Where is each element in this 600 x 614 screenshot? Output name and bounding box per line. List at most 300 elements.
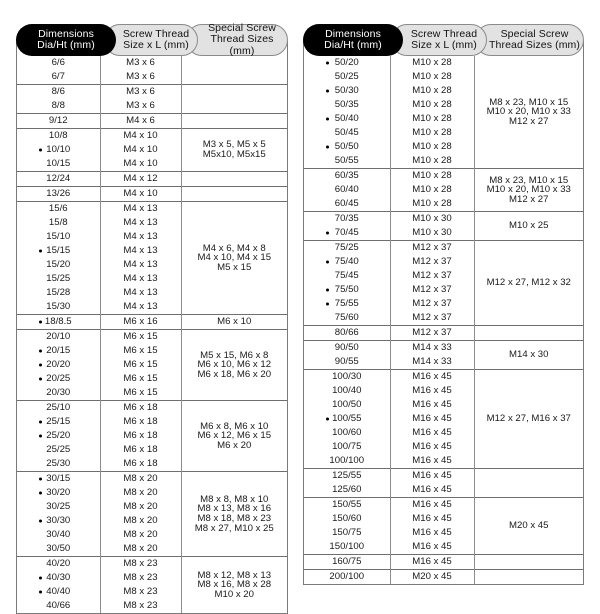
cell-screw-thread: M10 x 28 [390,154,474,169]
cell-screw-thread: M6 x 15 [100,330,181,345]
dimension-value: 25/20 [46,430,71,442]
cell-dimensions [304,469,390,484]
cell-screw-thread: M6 x 18 [100,415,181,429]
cell-screw-thread: M14 x 33 [390,341,474,356]
cell-special-screw-sizes [181,172,287,187]
cell-screw-thread: M3 x 6 [100,99,181,114]
cell-screw-thread: M4 x 13 [100,244,181,258]
special-size-line: M10 x 20 [214,588,254,600]
dimension-value: 25/15 [46,416,71,428]
bullet-marker-icon [326,418,329,421]
dimension-value: 13/26 [46,188,71,200]
cell-screw-thread: M16 x 45 [390,426,474,440]
cell-screw-thread: M20 x 45 [390,570,474,585]
dimension-value: 50/55 [334,155,359,167]
special-size-line: M12 x 27 [509,193,549,205]
cell-screw-thread: M10 x 30 [390,212,474,227]
cell-screw-thread: M8 x 20 [100,542,181,557]
special-size-line: M8 x 18, M8 x 23 [197,513,272,524]
cell-dimensions [17,172,100,187]
cell-dimensions [17,429,100,443]
dimension-value: 100/30 [332,371,362,383]
cell-screw-thread: M12 x 37 [390,269,474,283]
cell-screw-thread: M4 x 10 [100,129,181,144]
cell-dimensions [304,498,390,513]
dimension-value: 40/40 [46,586,71,598]
special-size-line: M8 x 23, M10 x 15 [489,96,569,108]
dimension-value: 40/66 [46,600,71,612]
cell-screw-thread: M8 x 23 [100,599,181,613]
special-size-line: M8 x 12, M8 x 13 [197,569,272,581]
table-row [304,241,583,256]
cell-screw-thread: M4 x 6 [100,114,181,129]
cell-screw-thread: M4 x 13 [100,258,181,272]
cell-dimensions [304,169,390,184]
cell-dimensions [304,226,390,241]
dimension-value: 25/25 [46,444,71,456]
cell-screw-thread: M16 x 45 [390,483,474,498]
cell-special-screw-sizes [181,557,287,614]
special-size-line: M14 x 30 [509,349,549,361]
dimension-value: 15/25 [46,273,71,285]
dimension-value: 50/45 [334,127,359,139]
table-row [304,469,583,484]
dimension-value: 25/30 [46,458,71,470]
cell-screw-thread: M10 x 28 [390,84,474,98]
bullet-marker-icon [39,378,42,381]
table-row [17,330,287,345]
special-size-line: M8 x 16, M8 x 28 [197,579,272,591]
cell-dimensions [17,514,100,528]
cell-screw-thread: M6 x 18 [100,429,181,443]
dimension-value: 60/40 [334,184,359,196]
table-body-left [16,41,288,614]
cell-dimensions [17,528,100,542]
dimension-value: 100/100 [329,455,365,467]
dimension-value: 30/40 [46,529,71,541]
header-line-1: Special Screw [500,27,569,40]
cell-dimensions [17,358,100,372]
dimension-value: 100/55 [332,413,362,425]
cell-special-screw-sizes [181,202,287,315]
special-size-line: M6 x 10, M6 x 12 [197,359,272,371]
header-line-2: Thread Sizes (mm) [210,33,274,57]
cell-dimensions [304,241,390,256]
column-header-screw-thread [391,24,487,56]
cell-screw-thread: M4 x 12 [100,172,181,187]
table-row [17,114,287,129]
dimension-value: 40/20 [46,558,71,570]
dimension-value: 50/20 [334,57,359,69]
special-size-line: M3 x 5, M5 x 5 [202,139,266,151]
cell-dimensions [304,269,390,283]
column-header-special-screw [475,24,584,56]
dimension-value: 18/8.5 [44,316,72,328]
table-row [17,187,287,202]
cell-special-screw-sizes [474,212,583,241]
cell-dimensions [17,157,100,172]
cell-special-screw-sizes [181,129,287,172]
header-line-1: Screw Thread [122,27,190,40]
dimension-value: 160/75 [332,556,362,568]
special-size-line: M8 x 23, M10 x 15 [489,174,569,186]
dimension-value: 15/10 [46,231,71,243]
cell-screw-thread: M6 x 18 [100,457,181,472]
cell-dimensions [304,112,390,126]
table-row [17,401,287,416]
table-row [17,172,287,187]
cell-dimensions [304,426,390,440]
table-row [17,202,287,217]
header-line-2: Dia/Ht (mm) [324,39,382,51]
dimension-value: 75/45 [334,270,359,282]
bullet-marker-icon [326,62,329,65]
spec-grid-right [304,56,583,584]
cell-screw-thread: M16 x 45 [390,555,474,570]
dimension-value: 75/40 [334,256,359,268]
bullet-marker-icon [326,232,329,235]
column-header-special-screw [186,21,288,57]
dimension-value: 12/24 [46,173,71,185]
cell-dimensions [304,70,390,84]
cell-dimensions [304,197,390,212]
cell-special-screw-sizes [474,570,583,585]
cell-special-screw-sizes [474,169,583,212]
dimension-value: 30/20 [46,487,71,499]
dimension-value: 8/6 [51,86,65,98]
dimension-value: 70/35 [334,213,359,225]
cell-dimensions [304,326,390,341]
special-size-line: M8 x 27, M10 x 25 [194,522,274,534]
dimension-value: 15/28 [46,287,71,299]
dimension-value: 15/30 [46,301,71,313]
table-header-right [303,24,584,56]
cell-dimensions [17,114,100,129]
cell-screw-thread: M8 x 23 [100,571,181,585]
cell-dimensions [304,140,390,154]
cell-screw-thread: M4 x 13 [100,272,181,286]
cell-screw-thread: M4 x 13 [100,202,181,217]
cell-dimensions [17,330,100,345]
cell-special-screw-sizes [474,56,583,169]
cell-dimensions [304,384,390,398]
cell-dimensions [17,599,100,613]
cell-dimensions [17,187,100,202]
cell-dimensions [17,216,100,230]
dimension-value: 15/15 [46,245,71,257]
dimension-value: 30/30 [46,515,71,527]
cell-special-screw-sizes [474,370,583,469]
cell-dimensions [17,202,100,217]
cell-screw-thread: M16 x 45 [390,370,474,385]
cell-special-screw-sizes [181,315,287,330]
dimension-value: 10/10 [46,144,71,156]
cell-dimensions [17,500,100,514]
special-size-line: M4 x 10, M4 x 15 [197,252,272,264]
bullet-marker-icon [326,303,329,306]
bullet-marker-icon [39,520,42,523]
cell-dimensions [304,398,390,412]
cell-screw-thread: M4 x 10 [100,143,181,157]
dimension-value: 125/55 [332,470,362,482]
table-row [17,472,287,487]
cell-dimensions [17,472,100,487]
cell-screw-thread: M16 x 45 [390,384,474,398]
cell-dimensions [304,283,390,297]
cell-screw-thread: M14 x 33 [390,355,474,370]
table-row [304,498,583,513]
cell-screw-thread: M16 x 45 [390,540,474,555]
dimension-value: 9/12 [48,115,68,127]
dimension-value: 75/55 [334,298,359,310]
dimension-value: 20/20 [46,359,71,371]
dimension-value: 20/30 [46,387,71,399]
cell-screw-thread: M8 x 23 [100,557,181,572]
cell-dimensions [304,297,390,311]
dimension-value: 8/8 [51,100,65,112]
cell-special-screw-sizes [474,326,583,341]
dimension-value: 20/10 [46,331,71,343]
header-line-2: Size x L (mm) [123,39,189,51]
cell-dimensions [304,183,390,197]
cell-dimensions [17,557,100,572]
cell-special-screw-sizes [181,472,287,557]
cell-screw-thread: M12 x 37 [390,297,474,311]
special-size-line: M20 x 45 [509,520,549,532]
spec-grid-left [17,56,287,613]
cell-dimensions [17,70,100,85]
cell-dimensions [304,355,390,370]
cell-screw-thread: M8 x 23 [100,585,181,599]
cell-screw-thread: M4 x 13 [100,230,181,244]
cell-screw-thread: M4 x 10 [100,187,181,202]
dimension-value: 90/50 [334,342,359,354]
special-size-line: M5 x 15 [217,261,252,273]
dimension-value: 60/45 [334,198,359,210]
header-line-2: Dia/Ht (mm) [37,39,95,51]
cell-dimensions [17,386,100,401]
table-row [304,370,583,385]
cell-dimensions [304,126,390,140]
bullet-marker-icon [39,492,42,495]
special-size-line: M12 x 27 [509,115,549,127]
table-row [17,557,287,572]
special-size-line: M6 x 20 [217,439,252,451]
cell-special-screw-sizes [474,341,583,370]
dimension-value: 75/60 [334,312,359,324]
header-line-1: Special Screw [208,21,276,34]
cell-special-screw-sizes [181,85,287,114]
special-size-line: M10 x 25 [509,220,549,232]
dimension-value: 15/20 [46,259,71,271]
cell-dimensions [304,526,390,540]
table-header-left [16,21,288,57]
cell-screw-thread: M10 x 28 [390,98,474,112]
bullet-marker-icon [39,250,42,253]
cell-screw-thread: M10 x 28 [390,70,474,84]
cell-dimensions [17,258,100,272]
cell-dimensions [17,272,100,286]
cell-screw-thread: M10 x 28 [390,126,474,140]
special-size-line: M8 x 8, M8 x 10 [200,493,269,505]
column-header-dimensions [16,24,116,56]
dimension-value: 80/66 [334,327,359,339]
cell-dimensions [17,143,100,157]
cell-dimensions [304,311,390,326]
cell-dimensions [304,454,390,469]
cell-special-screw-sizes [474,241,583,326]
dimension-value: 20/15 [46,345,71,357]
cell-screw-thread: M16 x 45 [390,398,474,412]
cell-special-screw-sizes [181,187,287,202]
column-header-screw-thread [104,24,198,56]
table-row [17,85,287,100]
special-size-line: M8 x 13, M8 x 16 [197,503,272,515]
table-row [304,56,583,70]
cell-dimensions [17,99,100,114]
bullet-marker-icon [39,149,42,152]
dimension-value: 50/30 [334,85,359,97]
table-row [304,341,583,356]
cell-dimensions [17,286,100,300]
table-row [17,56,287,70]
cell-screw-thread: M6 x 15 [100,386,181,401]
cell-screw-thread: M6 x 15 [100,344,181,358]
cell-screw-thread: M6 x 15 [100,372,181,386]
special-size-line: M10 x 20, M10 x 33 [486,184,571,196]
cell-dimensions [17,300,100,315]
dimension-value: 30/50 [46,543,71,555]
cell-screw-thread: M8 x 20 [100,514,181,528]
header-line-1: Dimensions [38,27,94,40]
special-size-line: M5x10, M5x15 [202,149,266,160]
cell-screw-thread: M10 x 28 [390,56,474,70]
cell-dimensions [17,457,100,472]
cell-special-screw-sizes [474,469,583,498]
cell-dimensions [17,315,100,330]
dimension-value: 150/55 [332,499,362,511]
cell-special-screw-sizes [181,56,287,85]
dimension-value: 6/6 [51,57,65,69]
cell-dimensions [17,129,100,144]
cell-screw-thread: M8 x 20 [100,528,181,542]
bullet-marker-icon [39,421,42,424]
cell-screw-thread: M4 x 10 [100,157,181,172]
cell-dimensions [304,154,390,169]
dimension-value: 200/100 [329,571,365,583]
dimension-value: 15/8 [48,217,68,229]
table-row [304,570,583,585]
dimension-value: 6/7 [51,71,65,83]
cell-screw-thread: M16 x 45 [390,526,474,540]
bullet-marker-icon [39,577,42,580]
dimension-value: 10/15 [46,158,71,170]
dimension-value: 50/35 [334,99,359,111]
dimension-value: 125/60 [332,484,362,496]
bullet-marker-icon [39,364,42,367]
dimension-value: 70/45 [334,227,359,239]
cell-dimensions [304,412,390,426]
cell-dimensions [304,370,390,385]
cell-dimensions [304,84,390,98]
cell-dimensions [304,341,390,356]
table-row [304,555,583,570]
cell-screw-thread: M4 x 13 [100,216,181,230]
table-row [17,129,287,144]
dimension-value: 150/100 [329,541,365,553]
bullet-marker-icon [326,146,329,149]
cell-dimensions [17,372,100,386]
dimension-value: 90/55 [334,356,359,368]
dimension-value: 30/15 [46,473,71,485]
cell-dimensions [304,512,390,526]
special-size-line: M6 x 12, M6 x 15 [197,430,272,442]
special-size-line: M6 x 8, M6 x 10 [200,420,269,432]
table-row [304,212,583,227]
special-size-line: M5 x 15, M6 x 8 [200,349,269,361]
cell-screw-thread: M6 x 18 [100,443,181,457]
header-line-1: Dimensions [325,27,381,40]
cell-dimensions [17,56,100,70]
column-header-dimensions [303,24,403,56]
special-size-line: M12 x 27, M12 x 32 [486,277,571,289]
cell-screw-thread: M6 x 15 [100,358,181,372]
cell-dimensions [304,255,390,269]
cell-screw-thread: M16 x 45 [390,498,474,513]
cell-special-screw-sizes [474,498,583,555]
header-line-1: Screw Thread [410,27,478,40]
bullet-marker-icon [39,350,42,353]
cell-screw-thread: M12 x 37 [390,241,474,256]
dimension-value: 15/6 [48,203,68,215]
cell-dimensions [17,542,100,557]
cell-dimensions [304,540,390,555]
cell-screw-thread: M10 x 28 [390,169,474,184]
special-size-line: M6 x 10 [217,316,252,328]
header-line-2: Thread Sizes (mm) [489,39,580,51]
cell-dimensions [17,85,100,100]
cell-screw-thread: M8 x 20 [100,472,181,487]
cell-dimensions [17,585,100,599]
cell-dimensions [17,443,100,457]
dimension-value: 100/60 [332,427,362,439]
cell-dimensions [304,98,390,112]
table-row [304,169,583,184]
cell-dimensions [17,571,100,585]
bullet-marker-icon [39,435,42,438]
dimension-value: 60/35 [334,170,359,182]
dimension-value: 75/25 [334,242,359,254]
cell-screw-thread: M4 x 13 [100,300,181,315]
cell-special-screw-sizes [181,114,287,129]
dimension-value: 50/25 [334,71,359,83]
special-size-line: M12 x 27, M16 x 37 [486,413,571,425]
cell-screw-thread: M3 x 6 [100,85,181,100]
cell-screw-thread: M16 x 45 [390,454,474,469]
cell-screw-thread: M12 x 37 [390,283,474,297]
bullet-marker-icon [326,90,329,93]
cell-screw-thread: M8 x 20 [100,486,181,500]
dimension-value: 100/50 [332,399,362,411]
cell-dimensions [304,570,390,585]
cell-special-screw-sizes [474,555,583,570]
screw-spec-table-left [16,21,288,614]
cell-screw-thread: M16 x 45 [390,412,474,426]
bullet-marker-icon [326,289,329,292]
cell-screw-thread: M6 x 18 [100,401,181,416]
cell-screw-thread: M16 x 45 [390,469,474,484]
cell-screw-thread: M12 x 37 [390,326,474,341]
